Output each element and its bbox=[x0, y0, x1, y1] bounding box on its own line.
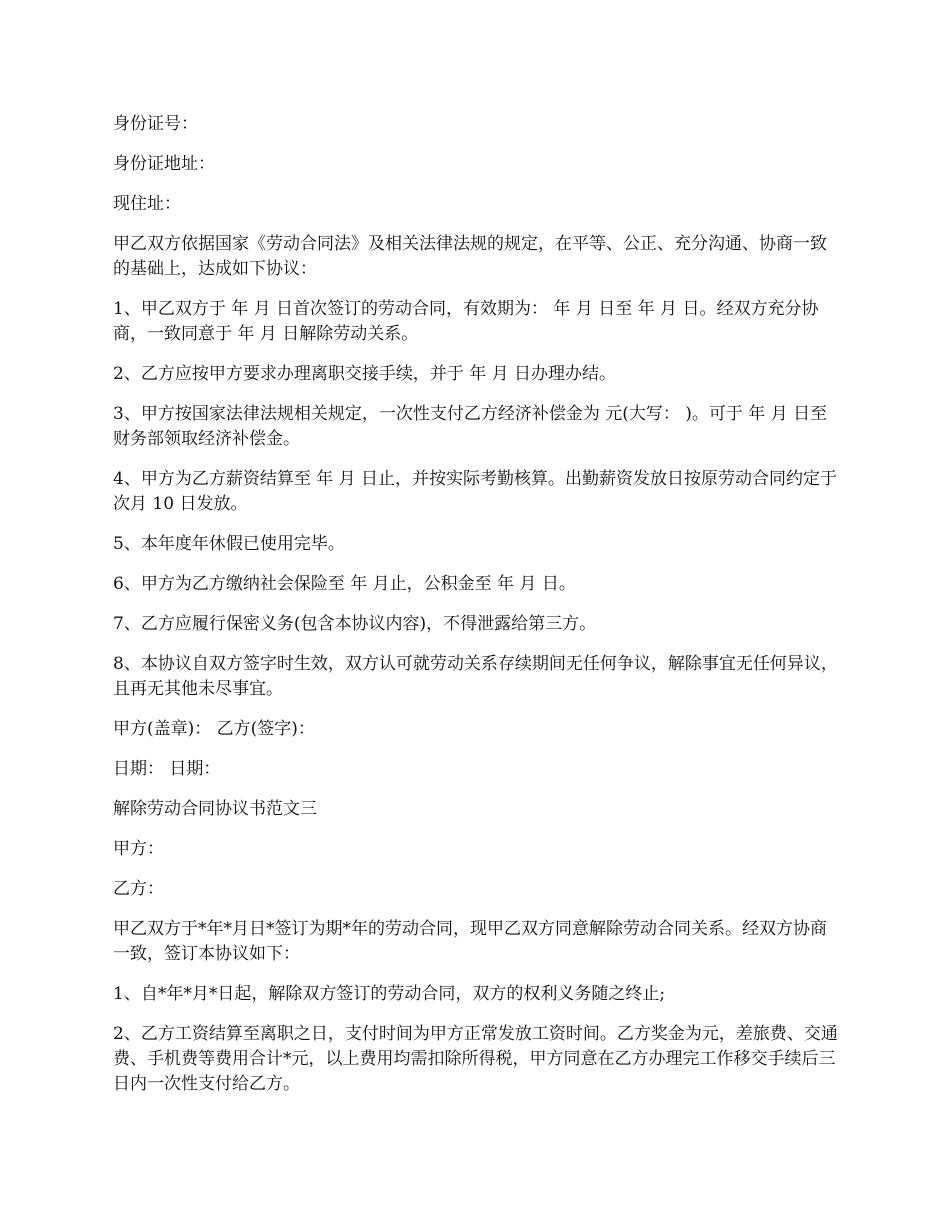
signature-line: 甲方(盖章)： 乙方(签字)： bbox=[113, 719, 315, 739]
agreement-preamble: 甲乙双方依据国家《劳动合同法》及相关法律法规的规定，在平等、公正、充分沟通、协商一致的基础上，达成如下协议： bbox=[113, 234, 827, 279]
article-1: 1、自*年*月*日起，解除双方签订的劳动合同，双方的权利义务随之终止; bbox=[113, 984, 666, 1004]
clause-8: 8、本协议自双方签字时生效，双方认可就劳动关系存续期间无任何争议，解除事宜无任何异议，且再无其他未尽事宜。 bbox=[113, 654, 838, 699]
clause-5: 5、本年度年休假已使用完毕。 bbox=[113, 534, 345, 554]
clause-3: 3、甲方按国家法律法规相关规定，一次性支付乙方经济补偿金为 元(大写： )。可于 年 月 日至财务部领取经济补偿金。 bbox=[113, 404, 828, 449]
date-line: 日期： 日期： bbox=[113, 759, 221, 779]
party-a-line: 甲方： bbox=[113, 839, 164, 859]
clause-4: 4、甲方为乙方薪资结算至 年 月 日止，并按实际考勤核算。出勤薪资发放日按原劳动合同约定于次月 10 日发放。 bbox=[113, 469, 838, 514]
article-2: 2、乙方工资结算至离职之日，支付时间为甲方正常发放工资时间。乙方奖金为元，差旅费、交通费、手机费等费用合计*元，以上费用均需扣除所得税，甲方同意在乙方办理完工作移交手续后三日内一次性支付给乙方。 bbox=[113, 1024, 838, 1094]
id-number-line: 身份证号： bbox=[113, 114, 198, 134]
current-address-line: 现住址： bbox=[113, 194, 181, 214]
clause-7: 7、乙方应履行保密义务(包含本协议内容)，不得泄露给第三方。 bbox=[113, 614, 597, 634]
id-address-line: 身份证地址： bbox=[113, 154, 215, 174]
party-b-line: 乙方： bbox=[113, 879, 164, 899]
clause-1: 1、甲乙双方于 年 月 日首次签订的劳动合同，有效期为： 年 月 日至 年 月 日。经双方充分协商，一致同意于 年 月 日解除劳动关系。 bbox=[113, 299, 819, 344]
section-heading: 解除劳动合同协议书范文三 bbox=[113, 799, 317, 819]
agreement-intro: 甲乙双方于*年*月日*签订为期*年的劳动合同，现甲乙双方同意解除劳动合同关系。经双方协商一致，签订本协议如下： bbox=[113, 919, 827, 964]
clause-2: 2、乙方应按甲方要求办理离职交接手续，并于 年 月 日办理办结。 bbox=[113, 364, 617, 384]
document-body bbox=[113, 112, 841, 1112]
clause-6: 6、甲方为乙方缴纳社会保险至 年 月止，公积金至 年 月 日。 bbox=[113, 574, 576, 594]
